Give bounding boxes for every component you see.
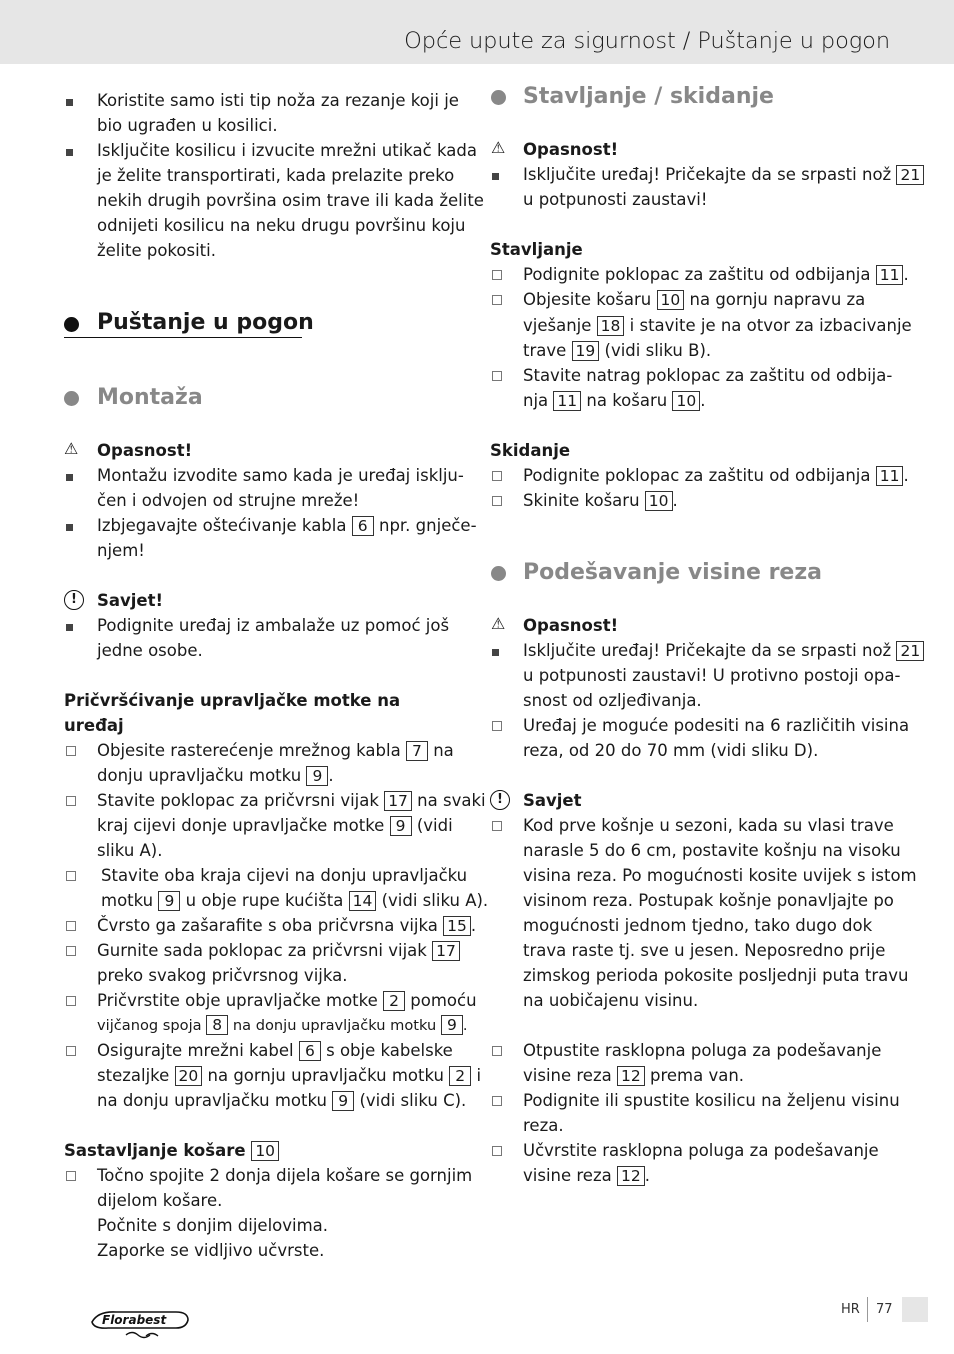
para: Podignite uređaj iz ambalaže uz pomoć još (97, 616, 450, 635)
para: kraj cijevi donje upravljačke motke 9 (vidi (97, 816, 453, 835)
para: Isključite kosilicu i izvucite mrežni utikač kada (97, 141, 477, 160)
para: Isključite uređaj! Pričekajte da se srpasti nož 21 (523, 162, 924, 187)
checkbox-bullet (492, 463, 502, 488)
checkbox-bullet (492, 713, 502, 738)
checkbox-bullet (66, 1038, 76, 1063)
bullet-square (66, 88, 73, 113)
logo-text: Florabest (102, 1313, 167, 1327)
para: preko svakog pričvrsnog vijka. (97, 966, 348, 985)
heading-stavljanje-skidanje: Stavljanje / skidanje (523, 84, 774, 109)
para: dijelom košare. (97, 1191, 223, 1210)
bullet-square (492, 638, 499, 663)
para: Koristite samo isti tip noža za rezanje koji je (97, 91, 459, 110)
para: stezaljke 20 na gornju upravljačku motku 2 i (97, 1066, 482, 1085)
right-column (477, 0, 954, 1354)
checkbox-bullet (492, 1038, 502, 1063)
tip-label: Savjet! (97, 591, 164, 610)
para: donju upravljačku motku 9 . (97, 766, 334, 785)
para: njem! (97, 541, 145, 560)
para: Učvrstite rasklopna poluga za podešavanje (523, 1141, 879, 1160)
part-ref: 6 (352, 516, 374, 536)
brand-logo (88, 1303, 192, 1343)
para: visine reza 12 . (523, 1166, 650, 1185)
bullet-square (492, 162, 499, 187)
bullet-square (66, 613, 73, 638)
para: trave 19 (vidi sliku B). (523, 341, 712, 360)
para: u potpunosti zaustavi! (523, 190, 708, 209)
checkbox-bullet (492, 262, 502, 287)
para: motku 9 u obje rupe kućišta 14 (vidi sliku A). (101, 891, 489, 910)
checkbox-bullet (492, 488, 502, 513)
bullet-square (66, 513, 73, 538)
warning-label: Opasnost! (97, 441, 193, 460)
heading-underline (64, 337, 302, 338)
para: vijčanog spoja 8 na donju upravljačku motku 9 . (97, 1016, 468, 1034)
para: Skinite košaru 10 . (523, 491, 678, 510)
checkbox-bullet (66, 738, 76, 763)
heading-dot-icon (491, 90, 506, 105)
para: želite pokositi. (97, 241, 216, 260)
checkbox-bullet (492, 1138, 502, 1163)
para: zimskog perioda pokosite posljednji puta travu (523, 966, 909, 985)
para: visinom reza. Postupak košnje ponavljajte po (523, 891, 894, 910)
heading-dot-icon (491, 566, 506, 581)
para: trava raste tj. sve u jesen. Neposredno prije (523, 941, 886, 960)
para: Podignite poklopac za zaštitu od odbijanja 11 . (523, 466, 909, 485)
para: sliku A). (97, 841, 163, 860)
para: Kod prve košnje u sezoni, kada su vlasi trave (523, 816, 894, 835)
para: na donju upravljačku motku 9 (vidi sliku C). (97, 1091, 467, 1110)
para: odnijeti kosilicu na neku drugu površinu koju (97, 216, 466, 235)
para: nja 11 na košaru 10 . (523, 391, 706, 410)
para: bio ugrađen u kosilici. (97, 116, 278, 135)
warning-icon: ⚠ (491, 614, 506, 633)
para: reza, od 20 do 70 mm (vidi sliku D). (523, 741, 819, 760)
para: Gurnite sada poklopac za pričvrsni vijak 17 (97, 938, 460, 963)
para: Izbjegavajte oštećivanje kabla 6 npr. gnječe- (97, 516, 477, 535)
logo-graphic (88, 1303, 192, 1343)
para: Zaporke se vidljivo učvrste. (97, 1241, 325, 1260)
para: Stavite natrag poklopac za zaštitu od odbija- (523, 366, 893, 385)
para: Stavite poklopac za pričvrsni vijak 17 na svaki (97, 791, 486, 810)
para: Objesite košaru 10 na gornju napravu za (523, 290, 866, 309)
para: Podignite ili spustite kosilicu na željenu visinu (523, 1091, 900, 1110)
para: narasle 5 do 6 cm, postavite košnju na visoku (523, 841, 901, 860)
para: Isključite uređaj! Pričekajte da se srpasti nož 21 (523, 638, 924, 663)
subheading: uređaj (64, 716, 124, 735)
para: visine reza 12 prema van. (523, 1066, 745, 1085)
para: Stavite oba kraja cijevi na donju upravljačku (101, 866, 468, 885)
heading-pustanje: Puštanje u pogon (97, 310, 314, 335)
page-corner-box (902, 1297, 928, 1322)
para: jedne osobe. (97, 641, 203, 660)
para: u potpunosti zaustavi! U protivno postoji opa- (523, 666, 901, 685)
para: Podignite poklopac za zaštitu od odbijanja 11 . (523, 265, 909, 284)
para: Montažu izvodite samo kada je uređaj isklju- (97, 466, 464, 485)
footer-lang: HR (841, 1302, 860, 1317)
heading-montaza: Montaža (97, 385, 203, 410)
warning-icon: ⚠ (64, 439, 79, 458)
subheading: Stavljanje (490, 240, 583, 259)
para: čen i odvojen od strujne mreže! (97, 491, 360, 510)
para: Pričvrstite obje upravljačke motke 2 pomoću (97, 991, 477, 1010)
para: Točno spojite 2 donja dijela košare se gornjim (97, 1166, 473, 1185)
subheading: Pričvršćivanje upravljačke motke na (64, 691, 401, 710)
para: mogućnosti jednom tjedno, tako dugo dok (523, 916, 873, 935)
para: snost od ozljeđivanja. (523, 691, 702, 710)
warning-label: Opasnost! (523, 616, 619, 635)
checkbox-bullet (66, 788, 76, 813)
tip-icon: ! (490, 790, 510, 810)
page-title: Opće upute za sigurnost / Puštanje u pogon (404, 28, 890, 54)
warning-label: Opasnost! (523, 140, 619, 159)
para: visina reza. Po mogućnosti kosite uvijek s istom (523, 866, 917, 885)
heading-dot-icon (64, 317, 79, 332)
bullet-square (66, 138, 73, 163)
tip-icon: ! (64, 590, 84, 610)
heading-podesavanje: Podešavanje visine reza (523, 560, 822, 585)
checkbox-bullet (492, 287, 502, 312)
checkbox-bullet (492, 363, 502, 388)
subheading: Skidanje (490, 441, 571, 460)
heading-dot-icon (64, 391, 79, 406)
para: Uređaj je moguće podesiti na 6 različitih visina (523, 716, 910, 735)
bullet-square (66, 463, 73, 488)
para: Počnite s donjim dijelovima. (97, 1216, 329, 1235)
checkbox-bullet (492, 813, 502, 838)
checkbox-bullet (492, 1088, 502, 1113)
para: reza. (523, 1116, 564, 1135)
page-number: 77 (876, 1302, 893, 1317)
para: nekih drugih površina osim trave ili kada želite (97, 191, 484, 210)
checkbox-bullet (66, 988, 76, 1013)
para: Osigurajte mrežni kabel 6 s obje kabelske (97, 1041, 453, 1060)
checkbox-bullet (66, 913, 76, 938)
subheading: Sastavljanje košare 10 (64, 1138, 279, 1163)
para: vješanje 18 i stavite je na otvor za izbacivanje (523, 316, 912, 335)
para: na uobičajenu visinu. (523, 991, 699, 1010)
checkbox-bullet (66, 938, 76, 963)
para: Objesite rasterećenje mrežnog kabla 7 na (97, 741, 454, 760)
tip-label: Savjet (523, 791, 582, 810)
para: Čvrsto ga zašarafite s oba pričvrsna vijka 15 . (97, 916, 477, 935)
checkbox-bullet (66, 1163, 76, 1188)
para: Otpustite rasklopna poluga za podešavanje (523, 1041, 882, 1060)
warning-icon: ⚠ (491, 138, 506, 157)
checkbox-bullet (66, 863, 76, 888)
footer-divider (867, 1297, 868, 1322)
para: je želite transportirati, kada prelazite preko (97, 166, 455, 185)
